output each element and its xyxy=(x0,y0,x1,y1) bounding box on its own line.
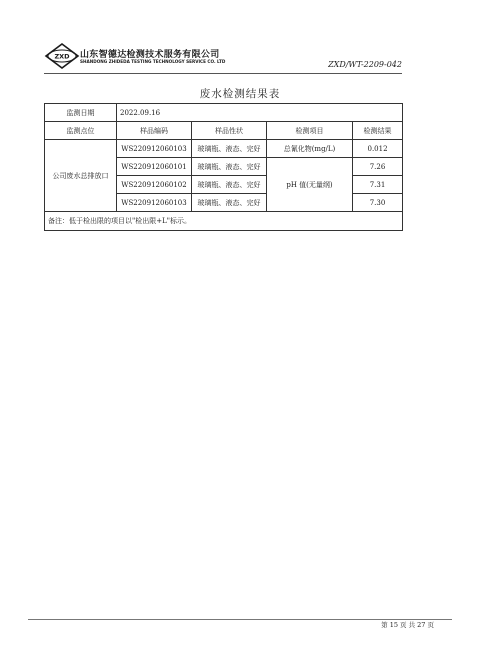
company-logo xyxy=(44,43,80,69)
header-cell: 检测项目 xyxy=(267,122,353,140)
company-name-cn: 山东智德达检测技术服务有限公司 xyxy=(80,50,220,60)
document-number: ZXD/WT-2209-042 xyxy=(328,60,402,69)
header-divider xyxy=(44,73,402,74)
header-cell: 检测结果 xyxy=(353,122,403,140)
header-row xyxy=(45,122,403,140)
company-name-en: SHANDONG ZHIDEDA TESTING TECHNOLOGY SERVICE CO. LTD xyxy=(80,59,226,64)
results-table xyxy=(44,103,403,231)
sample-code-cell: WS220912060101 xyxy=(117,158,192,176)
header-cell: 样品编码 xyxy=(117,122,192,140)
location-cell: 公司废水总排放口 xyxy=(45,140,117,212)
date-row xyxy=(45,104,403,122)
test-item-cell: pH 值(无量纲) xyxy=(267,158,353,212)
result-cell: 0.012 xyxy=(353,140,403,158)
sample-state-cell: 玻璃瓶、液态、完好 xyxy=(192,194,267,212)
result-cell: 7.31 xyxy=(353,176,403,194)
sample-code-cell: WS220912060103 xyxy=(117,140,192,158)
sample-code-cell: WS220912060102 xyxy=(117,176,192,194)
date-value: 2022.09.16 xyxy=(117,104,403,122)
header-cell: 样品性状 xyxy=(192,122,267,140)
logo-text: ZXD xyxy=(54,52,70,61)
test-item-cell: 总氰化物(mg/L) xyxy=(267,140,353,158)
result-cell: 7.30 xyxy=(353,194,403,212)
sample-state-cell: 玻璃瓶、液态、完好 xyxy=(192,158,267,176)
note-row xyxy=(45,212,403,231)
header-cell: 监测点位 xyxy=(45,122,117,140)
page-number: 第 15 页 共 27 页 xyxy=(381,621,434,629)
sample-state-cell: 玻璃瓶、液态、完好 xyxy=(192,176,267,194)
result-cell: 7.26 xyxy=(353,158,403,176)
sample-state-cell: 玻璃瓶、液态、完好 xyxy=(192,140,267,158)
table-row xyxy=(45,140,403,158)
note-text: 备注：低于检出限的项目以"检出限+L"标示。 xyxy=(45,212,403,231)
date-label: 监测日期 xyxy=(45,104,117,122)
page-title: 废水检测结果表 xyxy=(199,88,281,100)
sample-code-cell: WS220912060103 xyxy=(117,194,192,212)
